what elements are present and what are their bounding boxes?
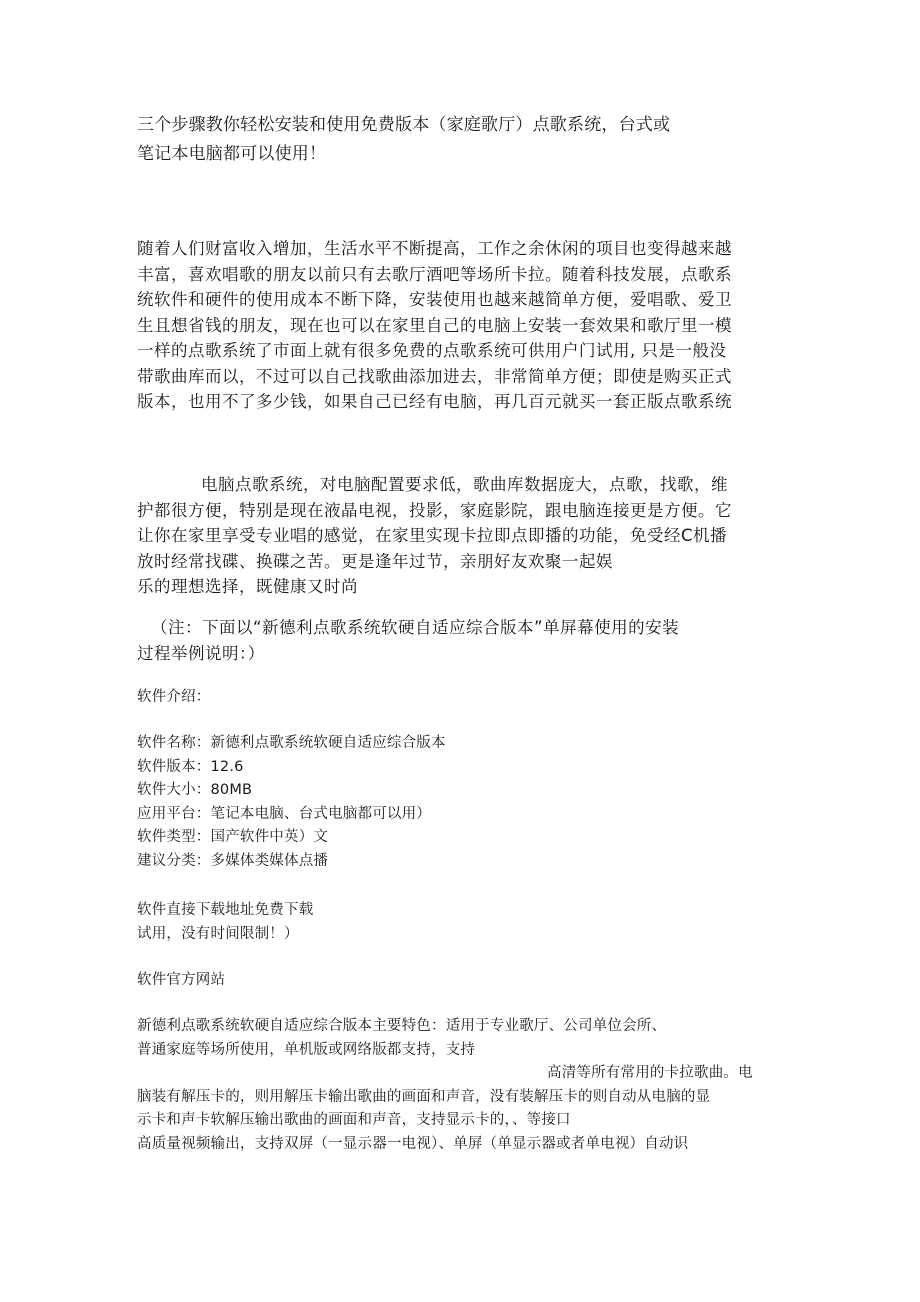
note-line-1: （注：下面以“新德利点歌系统软硬自适应综合版本”单屏幕使用的安装	[151, 618, 680, 637]
software-info-item: 软件大小：80MB	[137, 782, 253, 798]
main-features-line-2: 普通家庭等场所使用，单机版或网络版都支持，支持	[137, 1041, 476, 1058]
intro-line: 随着人们财富收入增加，生活水平不断提高，工作之余休闲的项目也变得越来越	[137, 239, 732, 258]
main-features-line-5: 示卡和声卡软解压输出歌曲的画面和声音，支持显示卡的，、等接口	[137, 1112, 571, 1128]
download-line-2: 试用，没有时间限制！）	[137, 925, 299, 942]
features-line: 乐的理想选择，既健康又时尚	[137, 577, 358, 596]
main-features-line-3: 高清等所有常用的卡拉歌曲。电	[547, 1065, 753, 1081]
note-line-2: 过程举例说明：）	[137, 643, 265, 663]
intro-line: 一样的点歌系统了市面上就有很多免费的点歌系统可供用户门试用, 只是一般没	[137, 341, 727, 360]
download-paragraph	[137, 899, 787, 946]
intro-line: 丰富，喜欢唱歌的朋友以前只有去歌厅酒吧等场所卡拉。随着科技发展，点歌系	[137, 264, 732, 284]
intro-line: 统软件和硬件的使用成本不断下降，安装使用也越来越简单方便，爱唱歌、爱卫	[137, 290, 732, 309]
main-features-paragraph	[137, 1015, 787, 1156]
intro-paragraph	[137, 236, 787, 415]
main-features-line-1: 新德利点歌系统软硬自适应综合版本主要特色：适用于专业歌厅、公司单位会所、	[137, 1018, 667, 1034]
download-line-1: 软件直接下载地址免费下载	[137, 902, 314, 918]
note-paragraph	[137, 615, 787, 666]
intro-line: 版本，也用不了多少钱，如果自己已经有电脑，再几百元就买一套正版点歌系统	[137, 392, 732, 411]
intro-line: 生且想省钱的朋友，现在也可以在家里自己的电脑上安装一套效果和歌厅里一模	[137, 315, 732, 335]
intro-line: 带歌曲库而以，不过可以自己找歌曲添加进去，非常简单方便；即使是购买正式	[137, 366, 732, 386]
features-line: 放时经常找碟、换碟之苦。更是逢年过节，亲朋好友欢聚一起娱	[137, 551, 613, 571]
official-site-paragraph	[137, 969, 787, 993]
software-info-item: 软件版本：12.6	[137, 758, 244, 775]
software-info-item: 应用平台：笔记本电脑、台式电脑都可以用）	[137, 805, 431, 822]
features-line: 护都很方便，特别是现在液晶电视，投影，家庭影院，跟电脑连接更是方便。它	[137, 500, 732, 520]
features-line: 电脑点歌系统，对电脑配置要求低，歌曲库数据庞大，点歌，找歌，维	[201, 475, 728, 494]
software-intro-heading-text: 软件介绍：	[137, 689, 211, 705]
software-intro-heading	[137, 686, 787, 710]
document-title	[137, 111, 787, 169]
software-info-item: 软件名称：新德利点歌系统软硬自适应综合版本	[137, 735, 446, 751]
title-line-1: 三个步骤教你轻松安装和使用免费版本（家庭歌厅）点歌系统，台式或	[137, 115, 671, 135]
software-info-item: 建议分类：多媒体类媒体点播	[137, 852, 329, 869]
main-features-line-4: 脑装有解压卡的，则用解压卡输出歌曲的画面和声音，没有装解压卡的则自动从电脑的显	[137, 1088, 711, 1105]
main-features-line-6: 高质量视频输出，支持双屏（一显示器一电视）、单屏（单显示器或者单电视）自动识	[137, 1135, 689, 1152]
features-line: 让你在家里享受专业唱的感觉，在家里实现卡拉即点即播的功能，免受经C机播	[137, 526, 728, 545]
title-line-2: 笔记本电脑都可以使用！	[137, 144, 327, 164]
official-site-text: 软件官方网站	[137, 972, 226, 988]
features-paragraph	[137, 472, 787, 600]
software-info-list	[137, 732, 787, 873]
software-info-item: 软件类型：国产软件中英）文	[137, 829, 329, 845]
